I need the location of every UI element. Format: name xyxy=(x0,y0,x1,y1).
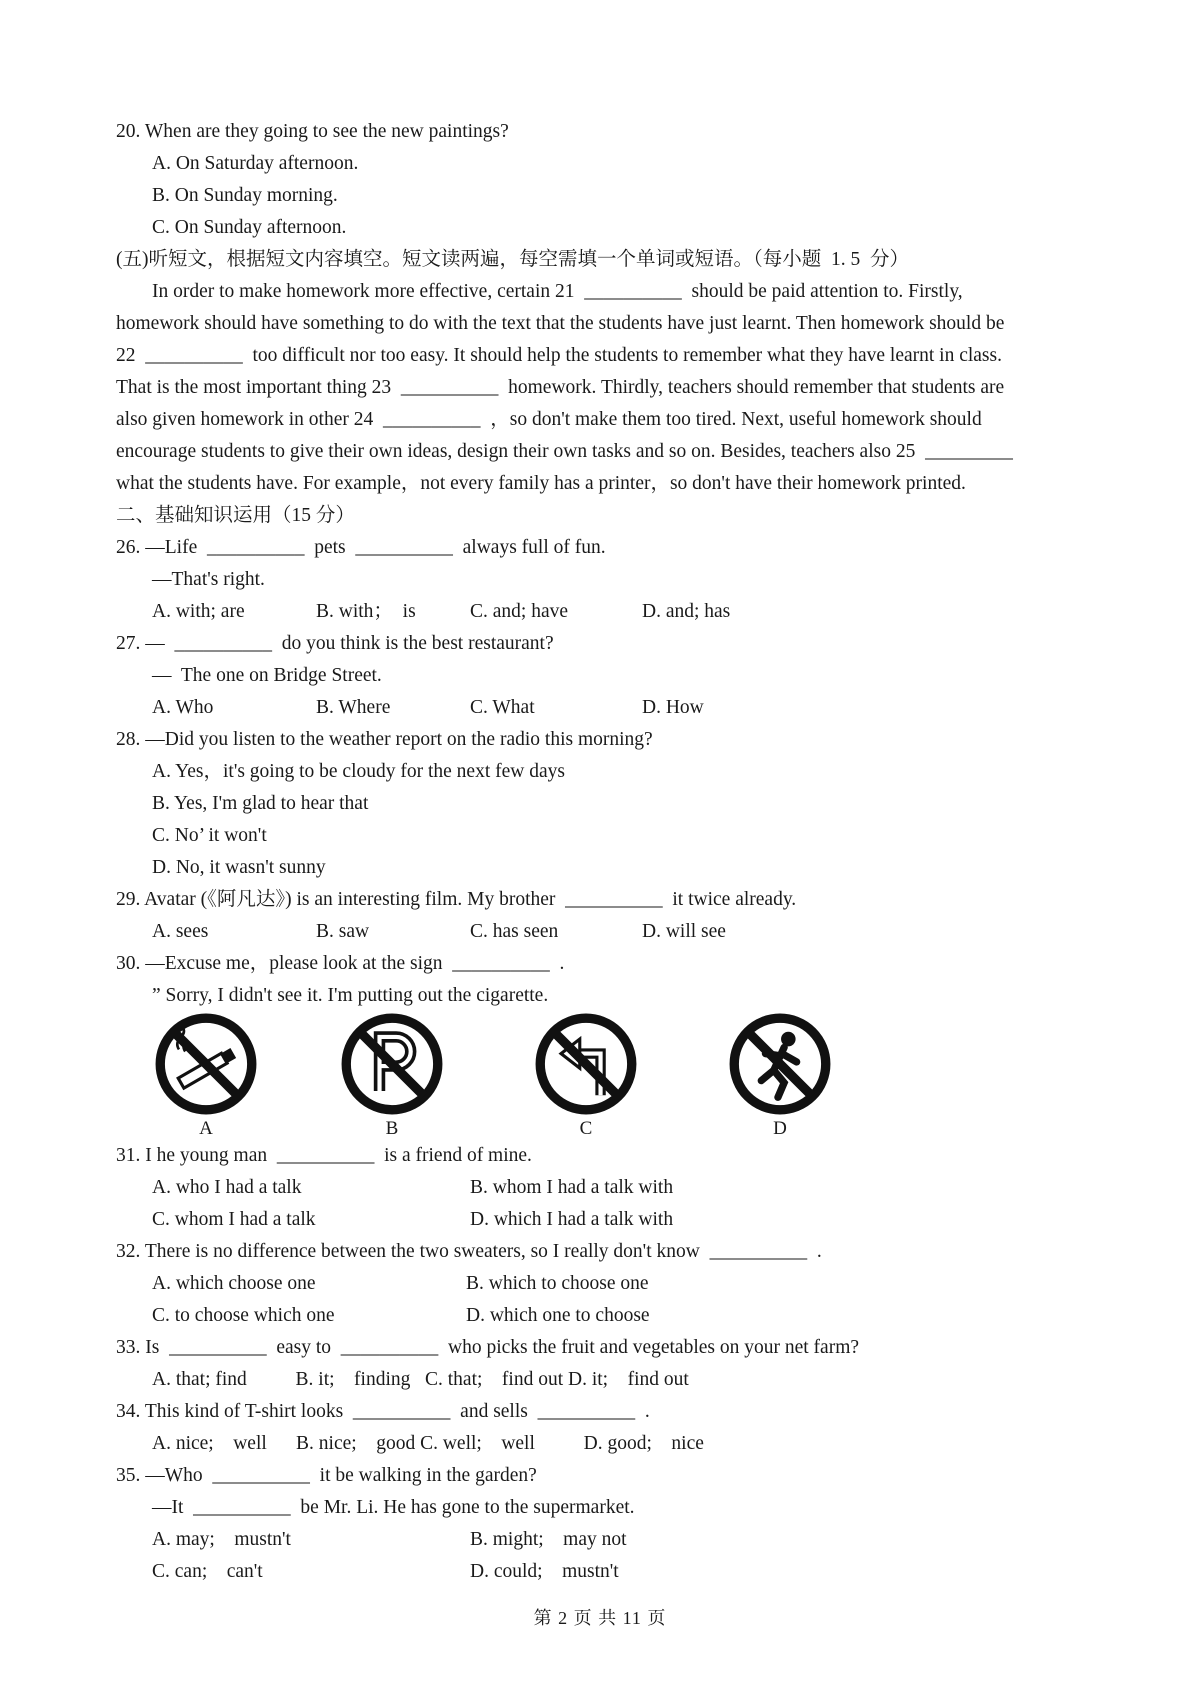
q29-stem: 29. Avatar (《阿凡达》) is an interesting film. My brother __________ it twice already. xyxy=(116,889,797,910)
q32-option-d: D. which one to choose xyxy=(466,1305,650,1326)
no-left-turn-icon xyxy=(534,1012,638,1116)
q29-option-a: A. sees xyxy=(152,921,209,942)
q35-option-d: D. could; mustn't xyxy=(470,1561,619,1582)
passage-line: In order to make homework more effective, certain 21 __________ should be paid attention to. Firstly, xyxy=(152,281,963,302)
q28-option-a: A. Yes，it's going to be cloudy for the next few days xyxy=(152,761,565,782)
section5-heading: (五)听短文，根据短文内容填空。短文读两遍，每空需填一个单词或短语。（每小题 1. 5 分） xyxy=(116,249,909,270)
q26-stem: 26. —Life __________ pets __________ always full of fun. xyxy=(116,537,606,558)
passage-line: 22 __________ too difficult nor too easy. It should help the students to remember what they have learnt in class. xyxy=(116,345,1002,366)
q27-reply: — The one on Bridge Street. xyxy=(152,665,382,686)
q29-option-d: D. will see xyxy=(642,921,726,942)
sign-letter-b: B xyxy=(385,1118,399,1139)
q27-option-d: D. How xyxy=(642,697,704,718)
passage-line: homework should have something to do with the text that the students have just learnt. Then homework should be xyxy=(116,313,1005,334)
q34-options: A. nice; well B. nice; good C. well; well D. good; nice xyxy=(152,1433,704,1454)
q20-option-c: C. On Sunday afternoon. xyxy=(152,217,347,238)
passage-line: also given homework in other 24 __________ ，so don't make them too tired. Next, useful homework should xyxy=(116,409,982,430)
q28-option-b: B. Yes, I'm glad to hear that xyxy=(152,793,369,814)
passage-line: what the students have. For example，not every family has a printer，so don't have their homework printed. xyxy=(116,473,966,494)
no-parking-icon xyxy=(340,1012,444,1116)
sign-letter-a: A xyxy=(199,1118,213,1139)
q32-option-a: A. which choose one xyxy=(152,1273,316,1294)
q26-option-d: D. and; has xyxy=(642,601,731,622)
q35-option-b: B. might; may not xyxy=(470,1529,627,1550)
q31-stem: 31. I he young man __________ is a friend of mine. xyxy=(116,1145,532,1166)
q26-option-c: C. and; have xyxy=(470,601,569,622)
q32-option-b: B. which to choose one xyxy=(466,1273,649,1294)
passage-line: That is the most important thing 23 __________ homework. Thirdly, teachers should remember that students are xyxy=(116,377,1005,398)
q33-stem: 33. Is __________ easy to __________ who picks the fruit and vegetables on your net farm? xyxy=(116,1337,860,1358)
page-number: 第 2 页 共 11 页 xyxy=(533,1608,667,1628)
q30-reply: ” Sorry, I didn't see it. I'm putting out the cigarette. xyxy=(152,985,549,1006)
q29-option-c: C. has seen xyxy=(470,921,559,942)
q35-option-a: A. may; mustn't xyxy=(152,1529,291,1550)
no-running-icon xyxy=(728,1012,832,1116)
part2-heading: 二、基础知识运用（15 分） xyxy=(116,505,355,526)
q35-reply: —It __________ be Mr. Li. He has gone to the supermarket. xyxy=(152,1497,635,1518)
q32-option-c: C. to choose which one xyxy=(152,1305,335,1326)
q34-stem: 34. This kind of T-shirt looks __________ and sells __________ . xyxy=(116,1401,650,1422)
q27-stem: 27. — __________ do you think is the best restaurant? xyxy=(116,633,554,654)
sign-letter-d: D xyxy=(773,1118,787,1139)
q27-option-a: A. Who xyxy=(152,697,214,718)
q31-option-b: B. whom I had a talk with xyxy=(470,1177,674,1198)
q32-stem: 32. There is no difference between the two sweaters, so I really don't know __________ . xyxy=(116,1241,822,1262)
passage-line: encourage students to give their own ideas, design their own tasks and so on. Besides, teachers also 25 _________ xyxy=(116,441,1013,462)
q27-option-b: B. Where xyxy=(316,697,391,718)
q28-option-c: C. No’ it won't xyxy=(152,825,267,846)
q31-option-d: D. which I had a talk with xyxy=(470,1209,674,1230)
sign-options xyxy=(150,1012,850,1142)
q20-option-b: B. On Sunday morning. xyxy=(152,185,338,206)
q28-option-d: D. No, it wasn't sunny xyxy=(152,857,326,878)
q30-stem: 30. —Excuse me，please look at the sign __________ . xyxy=(116,953,565,974)
q33-options: A. that; find B. it; finding C. that; find out D. it; find out xyxy=(152,1369,689,1390)
q35-option-c: C. can; can't xyxy=(152,1561,263,1582)
no-smoking-icon xyxy=(154,1012,258,1116)
sign-letter-c: C xyxy=(579,1118,593,1139)
q20-stem: 20. When are they going to see the new paintings? xyxy=(116,121,509,142)
q26-option-b: B. with； is xyxy=(316,601,416,622)
q27-option-c: C. What xyxy=(470,697,535,718)
q29-option-b: B. saw xyxy=(316,921,370,942)
q31-option-a: A. who I had a talk xyxy=(152,1177,302,1198)
q26-option-a: A. with; are xyxy=(152,601,245,622)
q35-stem: 35. —Who __________ it be walking in the garden? xyxy=(116,1465,537,1486)
q20-option-a: A. On Saturday afternoon. xyxy=(152,153,359,174)
q31-option-c: C. whom I had a talk xyxy=(152,1209,316,1230)
q26-reply: —That's right. xyxy=(152,569,265,590)
q28-stem: 28. —Did you listen to the weather report on the radio this morning? xyxy=(116,729,653,750)
